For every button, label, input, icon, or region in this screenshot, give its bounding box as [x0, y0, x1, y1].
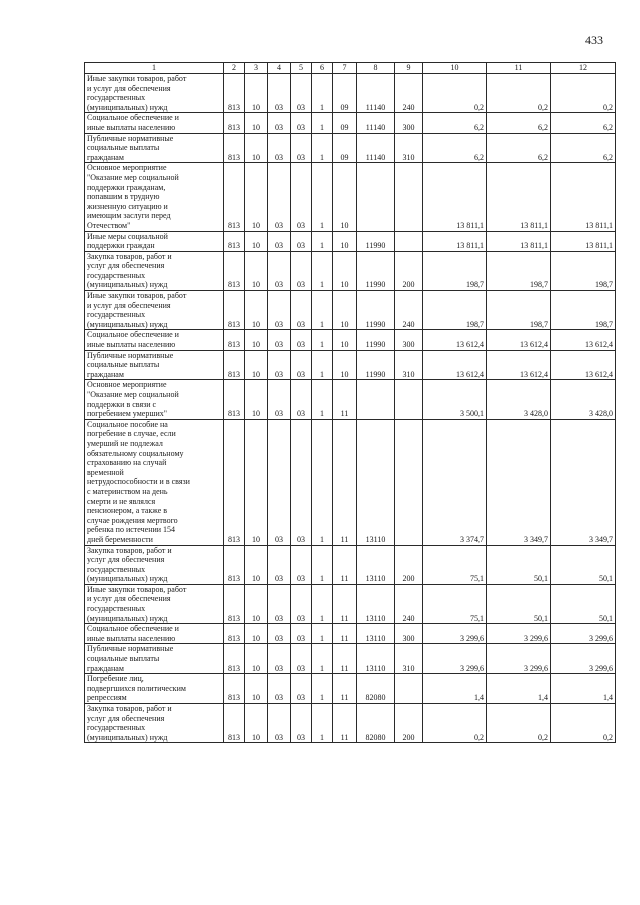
col-6-cell: 1: [312, 674, 333, 704]
col-7-cell: 10: [333, 291, 357, 330]
col-5-cell: 03: [291, 74, 312, 113]
col-5-cell: 03: [291, 231, 312, 251]
col-10-cell: 1,4: [423, 674, 487, 704]
col-3-cell: 10: [245, 163, 268, 231]
col-4-cell: 03: [268, 419, 291, 545]
col-5-cell: 03: [291, 251, 312, 290]
col-2-cell: 813: [224, 380, 245, 419]
col-4-cell: 03: [268, 350, 291, 380]
row-name-cell: Закупка товаров, работ и услуг для обеспечения государственных (муниципальных) нужд: [85, 545, 224, 584]
budget-table: [84, 62, 616, 743]
col-4-cell: 03: [268, 624, 291, 644]
row-name-cell: Иные закупки товаров, работ и услуг для обеспечения государственных (муниципальных) нужд: [85, 74, 224, 113]
col-10-cell: 13 612,4: [423, 350, 487, 380]
col-8-cell: 13110: [357, 545, 395, 584]
col-header: 1: [85, 63, 224, 74]
col-5-cell: 03: [291, 704, 312, 743]
col-11-cell: 13 811,1: [487, 163, 551, 231]
col-2-cell: 813: [224, 644, 245, 674]
col-12-cell: 3 299,6: [551, 644, 616, 674]
col-12-cell: 3 428,0: [551, 380, 616, 419]
table-row: [85, 545, 616, 584]
col-5-cell: 03: [291, 350, 312, 380]
col-6-cell: 1: [312, 231, 333, 251]
col-11-cell: 6,2: [487, 133, 551, 163]
col-6-cell: 1: [312, 74, 333, 113]
col-3-cell: 10: [245, 74, 268, 113]
col-12-cell: 0,2: [551, 704, 616, 743]
table-row: [85, 644, 616, 674]
col-7-cell: 10: [333, 350, 357, 380]
row-name-cell: Иные меры социальной поддержки граждан: [85, 231, 224, 251]
col-9-cell: 200: [395, 251, 423, 290]
row-name-cell: Публичные нормативные социальные выплаты гражданам: [85, 644, 224, 674]
col-6-cell: 1: [312, 704, 333, 743]
col-7-cell: 11: [333, 624, 357, 644]
col-3-cell: 10: [245, 624, 268, 644]
col-4-cell: 03: [268, 644, 291, 674]
col-6-cell: 1: [312, 163, 333, 231]
col-12-cell: 198,7: [551, 291, 616, 330]
col-header: 8: [357, 63, 395, 74]
header-row: [85, 63, 616, 74]
col-6-cell: 1: [312, 350, 333, 380]
col-11-cell: 13 612,4: [487, 330, 551, 350]
col-6-cell: 1: [312, 644, 333, 674]
col-3-cell: 10: [245, 350, 268, 380]
col-7-cell: 11: [333, 584, 357, 623]
col-header: 12: [551, 63, 616, 74]
row-name-cell: Закупка товаров, работ и услуг для обеспечения государственных (муниципальных) нужд: [85, 251, 224, 290]
col-5-cell: 03: [291, 330, 312, 350]
col-9-cell: [395, 231, 423, 251]
col-11-cell: 3 349,7: [487, 419, 551, 545]
col-11-cell: 1,4: [487, 674, 551, 704]
col-9-cell: [395, 163, 423, 231]
col-4-cell: 03: [268, 231, 291, 251]
col-10-cell: 3 374,7: [423, 419, 487, 545]
col-10-cell: 6,2: [423, 133, 487, 163]
col-header: 7: [333, 63, 357, 74]
col-4-cell: 03: [268, 251, 291, 290]
col-4-cell: 03: [268, 380, 291, 419]
col-12-cell: 13 612,4: [551, 330, 616, 350]
table-row: [85, 74, 616, 113]
row-name-cell: Публичные нормативные социальные выплаты гражданам: [85, 350, 224, 380]
col-3-cell: 10: [245, 251, 268, 290]
col-9-cell: 240: [395, 74, 423, 113]
table-row: [85, 231, 616, 251]
col-2-cell: 813: [224, 113, 245, 133]
row-name-cell: Социальное обеспечение и иные выплаты населению: [85, 330, 224, 350]
col-5-cell: 03: [291, 674, 312, 704]
col-11-cell: 50,1: [487, 545, 551, 584]
col-3-cell: 10: [245, 231, 268, 251]
col-4-cell: 03: [268, 113, 291, 133]
col-3-cell: 10: [245, 133, 268, 163]
col-6-cell: 1: [312, 133, 333, 163]
col-9-cell: [395, 674, 423, 704]
row-name-cell: Публичные нормативные социальные выплаты гражданам: [85, 133, 224, 163]
page-number: 433: [585, 33, 603, 47]
col-7-cell: 11: [333, 704, 357, 743]
col-6-cell: 1: [312, 624, 333, 644]
table-row: [85, 330, 616, 350]
col-9-cell: 200: [395, 545, 423, 584]
row-name-cell: Иные закупки товаров, работ и услуг для обеспечения государственных (муниципальных) нужд: [85, 291, 224, 330]
row-name-cell: Погребение лиц, подвергшихся политическим репрессиям: [85, 674, 224, 704]
col-4-cell: 03: [268, 330, 291, 350]
col-3-cell: 10: [245, 113, 268, 133]
col-5-cell: 03: [291, 113, 312, 133]
table-row: [85, 624, 616, 644]
col-6-cell: 1: [312, 380, 333, 419]
col-10-cell: 0,2: [423, 74, 487, 113]
col-header: 3: [245, 63, 268, 74]
col-5-cell: 03: [291, 419, 312, 545]
col-6-cell: 1: [312, 113, 333, 133]
col-header: 4: [268, 63, 291, 74]
col-2-cell: 813: [224, 704, 245, 743]
col-10-cell: 3 299,6: [423, 624, 487, 644]
col-12-cell: 6,2: [551, 133, 616, 163]
col-9-cell: 240: [395, 584, 423, 623]
col-9-cell: 310: [395, 350, 423, 380]
col-2-cell: 813: [224, 624, 245, 644]
col-5-cell: 03: [291, 163, 312, 231]
col-11-cell: 13 612,4: [487, 350, 551, 380]
table-row: [85, 291, 616, 330]
col-2-cell: 813: [224, 419, 245, 545]
col-4-cell: 03: [268, 704, 291, 743]
col-10-cell: 13 612,4: [423, 330, 487, 350]
col-12-cell: 6,2: [551, 113, 616, 133]
col-9-cell: [395, 380, 423, 419]
col-11-cell: 0,2: [487, 74, 551, 113]
col-10-cell: 198,7: [423, 251, 487, 290]
table-row: [85, 133, 616, 163]
col-5-cell: 03: [291, 291, 312, 330]
col-6-cell: 1: [312, 419, 333, 545]
col-8-cell: 13110: [357, 624, 395, 644]
col-3-cell: 10: [245, 674, 268, 704]
col-9-cell: [395, 419, 423, 545]
col-3-cell: 10: [245, 330, 268, 350]
col-3-cell: 10: [245, 545, 268, 584]
col-7-cell: 09: [333, 113, 357, 133]
col-9-cell: 300: [395, 624, 423, 644]
col-11-cell: 50,1: [487, 584, 551, 623]
col-header: 6: [312, 63, 333, 74]
col-6-cell: 1: [312, 251, 333, 290]
col-7-cell: 11: [333, 674, 357, 704]
col-7-cell: 11: [333, 644, 357, 674]
col-4-cell: 03: [268, 674, 291, 704]
col-8-cell: 13110: [357, 584, 395, 623]
col-8-cell: 11140: [357, 133, 395, 163]
col-6-cell: 1: [312, 291, 333, 330]
row-name-cell: Социальное обеспечение и иные выплаты населению: [85, 113, 224, 133]
col-12-cell: 13 811,1: [551, 163, 616, 231]
col-11-cell: 198,7: [487, 291, 551, 330]
col-11-cell: 0,2: [487, 704, 551, 743]
col-4-cell: 03: [268, 74, 291, 113]
row-name-cell: Закупка товаров, работ и услуг для обеспечения государственных (муниципальных) нужд: [85, 704, 224, 743]
col-2-cell: 813: [224, 674, 245, 704]
col-8-cell: 11140: [357, 113, 395, 133]
col-header: 10: [423, 63, 487, 74]
col-10-cell: 13 811,1: [423, 163, 487, 231]
row-name-cell: Основное мероприятие "Оказание мер социальной поддержки гражданам, попавшим в трудную жизненную ситуацию и имеющим заслуги перед Отечеством": [85, 163, 224, 231]
col-6-cell: 1: [312, 545, 333, 584]
col-3-cell: 10: [245, 419, 268, 545]
col-4-cell: 03: [268, 163, 291, 231]
col-9-cell: 200: [395, 704, 423, 743]
col-7-cell: 11: [333, 380, 357, 419]
col-8-cell: 11990: [357, 330, 395, 350]
col-7-cell: 10: [333, 163, 357, 231]
col-2-cell: 813: [224, 330, 245, 350]
col-7-cell: 11: [333, 419, 357, 545]
col-11-cell: 13 811,1: [487, 231, 551, 251]
col-8-cell: 82080: [357, 704, 395, 743]
col-3-cell: 10: [245, 644, 268, 674]
col-11-cell: 6,2: [487, 113, 551, 133]
col-8-cell: 13110: [357, 644, 395, 674]
col-4-cell: 03: [268, 545, 291, 584]
col-10-cell: 75,1: [423, 545, 487, 584]
col-2-cell: 813: [224, 231, 245, 251]
col-7-cell: 10: [333, 251, 357, 290]
col-8-cell: 11990: [357, 251, 395, 290]
col-5-cell: 03: [291, 584, 312, 623]
col-9-cell: 300: [395, 330, 423, 350]
col-2-cell: 813: [224, 584, 245, 623]
col-8-cell: 82080: [357, 674, 395, 704]
col-8-cell: [357, 163, 395, 231]
table-row: [85, 380, 616, 419]
col-10-cell: 3 500,1: [423, 380, 487, 419]
col-header: 11: [487, 63, 551, 74]
table-row: [85, 419, 616, 545]
col-12-cell: 3 299,6: [551, 624, 616, 644]
col-5-cell: 03: [291, 644, 312, 674]
col-10-cell: 13 811,1: [423, 231, 487, 251]
col-4-cell: 03: [268, 133, 291, 163]
col-5-cell: 03: [291, 545, 312, 584]
table-row: [85, 350, 616, 380]
col-11-cell: 3 299,6: [487, 624, 551, 644]
col-5-cell: 03: [291, 624, 312, 644]
col-3-cell: 10: [245, 291, 268, 330]
col-7-cell: 10: [333, 330, 357, 350]
col-2-cell: 813: [224, 74, 245, 113]
table-row: [85, 113, 616, 133]
row-name-cell: Иные закупки товаров, работ и услуг для обеспечения государственных (муниципальных) нужд: [85, 584, 224, 623]
col-12-cell: 13 811,1: [551, 231, 616, 251]
col-9-cell: 240: [395, 291, 423, 330]
col-11-cell: 3 299,6: [487, 644, 551, 674]
col-10-cell: 3 299,6: [423, 644, 487, 674]
col-3-cell: 10: [245, 584, 268, 623]
col-7-cell: 10: [333, 231, 357, 251]
row-name-cell: Социальное обеспечение и иные выплаты населению: [85, 624, 224, 644]
col-12-cell: 13 612,4: [551, 350, 616, 380]
col-6-cell: 1: [312, 330, 333, 350]
col-11-cell: 198,7: [487, 251, 551, 290]
col-header: 9: [395, 63, 423, 74]
col-12-cell: 1,4: [551, 674, 616, 704]
col-11-cell: 3 428,0: [487, 380, 551, 419]
table-row: [85, 163, 616, 231]
table-row: [85, 704, 616, 743]
col-2-cell: 813: [224, 291, 245, 330]
col-7-cell: 09: [333, 74, 357, 113]
col-9-cell: 300: [395, 113, 423, 133]
col-5-cell: 03: [291, 380, 312, 419]
col-12-cell: 50,1: [551, 584, 616, 623]
col-3-cell: 10: [245, 704, 268, 743]
col-8-cell: 11140: [357, 74, 395, 113]
col-6-cell: 1: [312, 584, 333, 623]
col-12-cell: 50,1: [551, 545, 616, 584]
col-8-cell: [357, 380, 395, 419]
col-8-cell: 11990: [357, 291, 395, 330]
col-2-cell: 813: [224, 545, 245, 584]
col-2-cell: 813: [224, 163, 245, 231]
col-8-cell: 11990: [357, 350, 395, 380]
row-name-cell: Основное мероприятие "Оказание мер социальной поддержки в связи с погребением умерших": [85, 380, 224, 419]
table-row: [85, 251, 616, 290]
col-header: 2: [224, 63, 245, 74]
col-8-cell: 11990: [357, 231, 395, 251]
col-9-cell: 310: [395, 644, 423, 674]
col-3-cell: 10: [245, 380, 268, 419]
col-12-cell: 0,2: [551, 74, 616, 113]
col-header: 5: [291, 63, 312, 74]
table-row: [85, 584, 616, 623]
col-10-cell: 0,2: [423, 704, 487, 743]
col-5-cell: 03: [291, 133, 312, 163]
col-2-cell: 813: [224, 251, 245, 290]
col-2-cell: 813: [224, 133, 245, 163]
col-10-cell: 75,1: [423, 584, 487, 623]
col-10-cell: 6,2: [423, 113, 487, 133]
row-name-cell: Социальное пособие на погребение в случае, если умерший не подлежал обязательному социальному страхованию на случай временной нетрудоспособности и в связи с материнством на день смерти и не являлся пенсионером, а также в случае рождения мертвого ребенка по истечении 154 дней беременности: [85, 419, 224, 545]
col-2-cell: 813: [224, 350, 245, 380]
col-10-cell: 198,7: [423, 291, 487, 330]
col-7-cell: 09: [333, 133, 357, 163]
col-9-cell: 310: [395, 133, 423, 163]
col-8-cell: 13110: [357, 419, 395, 545]
col-4-cell: 03: [268, 584, 291, 623]
col-7-cell: 11: [333, 545, 357, 584]
table-row: [85, 674, 616, 704]
col-12-cell: 198,7: [551, 251, 616, 290]
col-12-cell: 3 349,7: [551, 419, 616, 545]
col-4-cell: 03: [268, 291, 291, 330]
